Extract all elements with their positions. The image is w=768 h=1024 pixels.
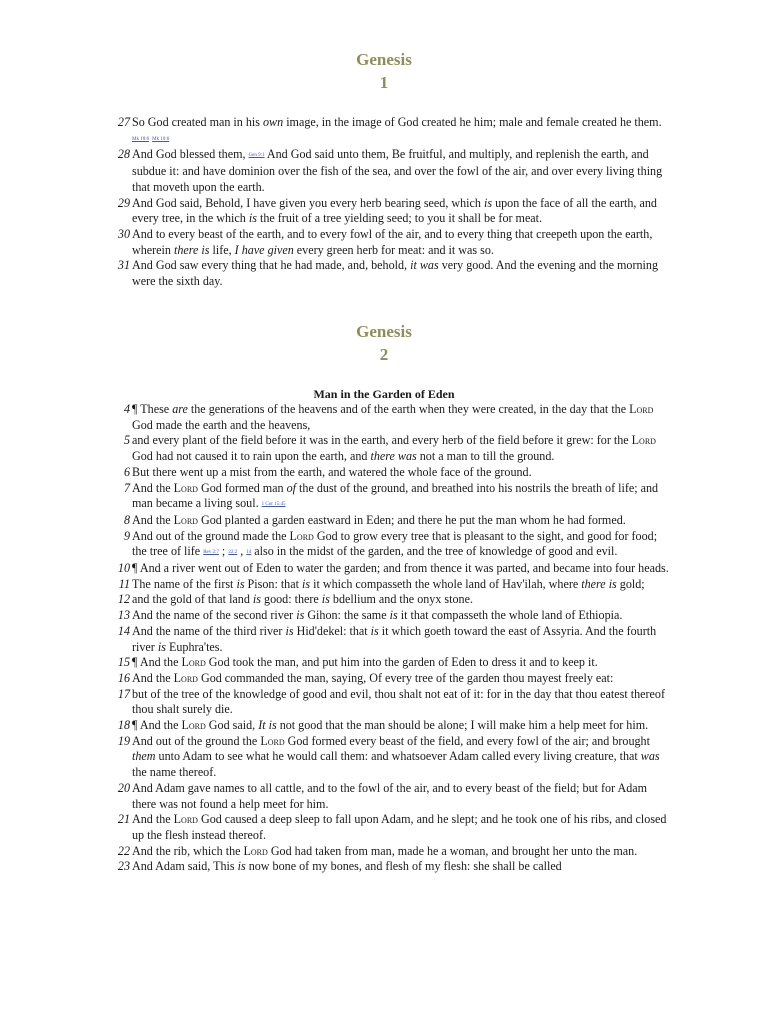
verse-text <box>131 812 670 843</box>
verse <box>115 561 670 577</box>
verse <box>115 687 670 718</box>
verse <box>115 655 670 671</box>
text-segment: And Adam gave names to all cattle, and to the fowl of the air, and to every beast of the field; but for Adam there was not found a help meet for him. <box>132 780 648 811</box>
text-segment: So God created man in his <box>132 115 263 129</box>
italic-word: was <box>640 749 660 764</box>
verse-number: 12 <box>117 592 130 607</box>
verse <box>115 624 670 655</box>
italic-word: of <box>286 480 297 495</box>
text-segment: ; <box>218 544 229 559</box>
text-segment: it that compasseth the whole land of Ethiopia. <box>397 608 623 623</box>
italic-word: is <box>301 576 311 591</box>
text-segment: God had not caused it to rain upon the earth, and <box>132 449 371 464</box>
italic-word: is <box>370 623 379 638</box>
verse <box>115 147 670 195</box>
italic-word: there is <box>581 576 617 591</box>
divine-name: Lord <box>173 670 198 685</box>
verse-text <box>131 624 670 655</box>
text-segment: it which goeth toward the east of Assyria. And the fourth river <box>132 623 657 654</box>
text-segment: Euphra'tes. <box>165 639 223 654</box>
verse-number: 31 <box>117 258 130 273</box>
verse <box>115 258 670 289</box>
cross-reference-link[interactable]: 22:2 <box>228 550 238 556</box>
verse-text <box>131 671 670 687</box>
verse-list <box>115 402 670 875</box>
verse-text <box>131 844 670 860</box>
book-title: Genesis <box>356 322 412 341</box>
text-segment: now bone of my bones, and flesh of my flesh: she shall be called <box>245 859 562 874</box>
chapter-heading <box>0 48 768 94</box>
verse <box>115 115 670 147</box>
verse-number: 15 <box>117 655 130 670</box>
text-segment: and the gold of that land <box>132 592 253 607</box>
verse-text <box>131 781 670 812</box>
verse-number: 30 <box>117 226 130 241</box>
section-heading: Man in the Garden of Eden <box>313 387 455 401</box>
verse-number: 23 <box>117 859 130 874</box>
cross-reference-link[interactable]: Mk 10:6 <box>152 136 170 142</box>
verse-text <box>131 227 670 258</box>
verse <box>115 402 670 433</box>
text-segment: but of the tree of the knowledge of good and evil, thou shalt not eat of it: for in the day that thou eatest thereof thou shalt surely die. <box>132 686 665 717</box>
italic-word: there is <box>173 242 210 257</box>
verse-number: 4 <box>123 402 130 416</box>
text-segment: Pison: that <box>244 576 302 591</box>
cross-reference-link[interactable]: 1 Cor 15:45 <box>261 502 286 508</box>
italic-word: is <box>483 195 493 210</box>
divine-name: Lord <box>629 402 654 416</box>
text-segment: And the rib, which the <box>132 843 244 858</box>
text-segment: every green herb for meat: and it was so. <box>293 242 494 257</box>
verse <box>115 433 670 464</box>
verse-text <box>131 147 670 195</box>
divine-name: Lord <box>173 480 198 495</box>
text-segment: ¶ And a river went out of Eden to water the garden; and from thence it was parted, and became into four heads. <box>132 561 669 576</box>
text-segment: God took the man, and put him into the garden of Eden to dress it and to keep it. <box>205 655 598 670</box>
text-segment: But there went up a mist from the earth, and watered the whole face of the ground. <box>132 464 532 479</box>
text-segment: God caused a deep sleep to fall upon Adam, and he slept; and he took one of his ribs, and closed up the flesh instead thereof. <box>132 812 667 842</box>
verse <box>115 196 670 227</box>
text-segment: ¶ And the <box>132 718 182 733</box>
verse-number: 20 <box>117 780 130 795</box>
verse-text <box>131 718 670 734</box>
italic-word: there was <box>370 449 417 464</box>
text-segment: ¶ And the <box>132 655 182 670</box>
italic-word: are <box>172 402 188 416</box>
text-segment: And the <box>132 480 174 495</box>
divine-name: Lord <box>260 733 285 748</box>
italic-word: is <box>236 576 245 591</box>
verse <box>115 529 670 561</box>
verse-number: 7 <box>123 480 130 495</box>
verse-text <box>131 258 670 289</box>
verse <box>115 465 670 481</box>
verse-text <box>131 196 670 227</box>
text-segment: also in the midst of the garden, and the tree of knowledge of good and evil. <box>251 544 618 559</box>
verse <box>115 577 670 593</box>
text-segment: And the <box>132 812 174 827</box>
italic-word: is <box>252 592 261 607</box>
chapter-number: 2 <box>379 345 389 364</box>
verse <box>115 513 670 529</box>
verse-text <box>131 734 670 781</box>
text-segment: God said, <box>205 718 259 733</box>
italic-word: is <box>389 608 398 623</box>
verse-number: 6 <box>123 464 130 479</box>
text-segment: and every plant of the field before it was in the earth, and every herb of the field before it grew: for the <box>132 433 632 448</box>
text-segment: the generations of the heavens and of the earth when they were created, in the day that the <box>187 402 630 416</box>
divine-name: Lord <box>181 655 206 670</box>
text-segment: God formed every beast of the field, and every fowl of the air; and brought <box>284 733 650 748</box>
text-segment: very good. And the evening and the morning were the sixth day. <box>132 258 658 289</box>
divine-name: Lord <box>173 512 198 527</box>
verse-number: 17 <box>117 686 130 701</box>
text-segment: God formed man <box>197 480 287 495</box>
verse-text <box>131 402 670 433</box>
text-segment: the fruit of a tree yielding seed; to you it shall be for meat. <box>256 211 543 226</box>
divine-name: Lord <box>289 528 314 543</box>
verse <box>115 671 670 687</box>
verse-number: 14 <box>117 623 130 638</box>
text-segment: God made the earth and the heavens, <box>132 417 311 432</box>
verse <box>115 781 670 812</box>
italic-word: It is <box>258 718 277 733</box>
verse-number: 11 <box>118 576 130 591</box>
cross-reference-link[interactable]: Rev 2:7 <box>203 550 219 556</box>
divine-name: Lord <box>243 843 268 858</box>
verse-number: 8 <box>123 512 130 527</box>
chapter-heading <box>0 320 768 366</box>
verse-text <box>131 481 670 513</box>
cross-reference-link[interactable]: 14 <box>246 550 252 556</box>
verse-number: 10 <box>117 561 130 576</box>
text-segment: Gihon: the same <box>304 608 390 623</box>
text-segment: God commanded the man, saying, Of every tree of the garden thou mayest freely eat: <box>197 670 614 685</box>
italic-word: is <box>296 608 305 623</box>
text-segment: good: there <box>261 592 322 607</box>
verse-number: 27 <box>117 115 130 129</box>
verse <box>115 592 670 608</box>
text-segment: it which compasseth the whole land of Hav'ilah, where <box>310 576 582 591</box>
verse <box>115 608 670 624</box>
divine-name: Lord <box>631 433 656 448</box>
text-segment: not a man to till the ground. <box>416 449 555 464</box>
verse-text <box>131 561 670 577</box>
verse-text <box>131 529 670 561</box>
verse <box>115 227 670 258</box>
text-segment: not good that the man should be alone; I will make him a help meet for him. <box>276 718 649 733</box>
verse-list <box>115 115 670 290</box>
divine-name: Lord <box>181 718 206 733</box>
verse-number: 21 <box>117 812 130 827</box>
verse-number: 18 <box>117 718 130 733</box>
book-title: Genesis <box>356 50 412 69</box>
verse-number: 22 <box>117 843 130 858</box>
divine-name: Lord <box>173 812 198 827</box>
verse <box>115 718 670 734</box>
italic-word: it was <box>410 258 439 273</box>
verse-number: 16 <box>117 670 130 685</box>
cross-reference-link[interactable]: Gen 9:1 <box>248 153 265 159</box>
verse-number: 9 <box>123 528 130 543</box>
italic-word: own <box>263 115 284 129</box>
italic-word: them <box>132 749 156 764</box>
text-segment: upon the face of all the earth, and every tree, in the which <box>132 195 657 226</box>
text-segment: And to every beast of the earth, and to every fowl of the air, and to every thing that creepeth upon the earth, wherein <box>132 226 653 257</box>
italic-word: is <box>237 859 246 874</box>
text-segment: The name of the first <box>132 576 237 591</box>
verse-text <box>131 513 670 529</box>
text-segment: image, in the image of God created he him; male and female created he them. <box>283 115 662 129</box>
verse-text <box>131 433 670 464</box>
text-segment: unto Adam to see what he would call them: and whatsoever Adam called every living creature, that <box>155 749 641 764</box>
text-segment: And Adam said, This <box>132 859 238 874</box>
verse-text <box>131 115 670 147</box>
text-segment: And the <box>132 512 174 527</box>
text-segment: life, <box>209 242 235 257</box>
verse <box>115 844 670 860</box>
italic-word: is <box>248 211 257 226</box>
text-segment: And God said unto them, Be fruitful, and multiply, and replenish the earth, and subdue it: and have dominion over the fish of the sea, and over the fowl of the air, and over every living thing that moveth upon the earth. <box>132 147 663 194</box>
verse <box>115 859 670 875</box>
text-segment: God to grow every tree that is pleasant to the sight, and good for food; the tree of life <box>132 528 658 559</box>
verse-text <box>131 577 670 593</box>
text-segment: , <box>237 544 247 559</box>
text-segment: And out of the ground the <box>132 733 261 748</box>
italic-word: I have given <box>234 242 294 257</box>
text-segment: God had taken from man, made he a woman, and brought her unto the man. <box>267 843 638 858</box>
text-segment: And the <box>132 670 174 685</box>
text-segment: God planted a garden eastward in Eden; and there he put the man whom he had formed. <box>197 512 626 527</box>
text-segment: And the name of the third river <box>132 623 286 638</box>
verse-text <box>131 859 670 875</box>
text-segment: ¶ These <box>132 402 173 416</box>
verse-text <box>131 592 670 608</box>
text-segment: Hid'dekel: that <box>293 623 371 638</box>
verse-number: 28 <box>117 147 130 162</box>
text-segment: bdellium and the onyx stone. <box>329 592 473 607</box>
verse-text <box>131 655 670 671</box>
verse-number: 13 <box>117 608 130 623</box>
verse-text <box>131 687 670 718</box>
text-segment: gold; <box>616 576 645 591</box>
verse <box>115 734 670 781</box>
italic-word: is <box>285 623 294 638</box>
text-segment: And God blessed them, <box>132 147 249 162</box>
text-segment: And the name of the second river <box>132 608 297 623</box>
text-segment: And out of the ground made the <box>132 528 290 543</box>
italic-word: is <box>157 639 166 654</box>
verse-text <box>131 608 670 624</box>
verse <box>115 481 670 513</box>
cross-reference-link[interactable]: Mk 10:6 <box>132 136 150 142</box>
italic-word: is <box>321 592 330 607</box>
text-segment: And God said, Behold, I have given you every herb bearing seed, which <box>132 195 484 210</box>
verse-text <box>131 465 670 481</box>
verse-number: 29 <box>117 195 130 210</box>
verse <box>115 812 670 843</box>
verse-number: 19 <box>117 733 130 748</box>
text-segment: the name thereof. <box>132 765 217 780</box>
text-segment: the dust of the ground, and breathed into his nostrils the breath of life; and man became a living soul. <box>132 480 659 511</box>
text-segment: And God saw every thing that he had made, and, behold, <box>132 258 411 273</box>
verse-number: 5 <box>123 433 130 448</box>
chapter-number: 1 <box>379 73 389 92</box>
